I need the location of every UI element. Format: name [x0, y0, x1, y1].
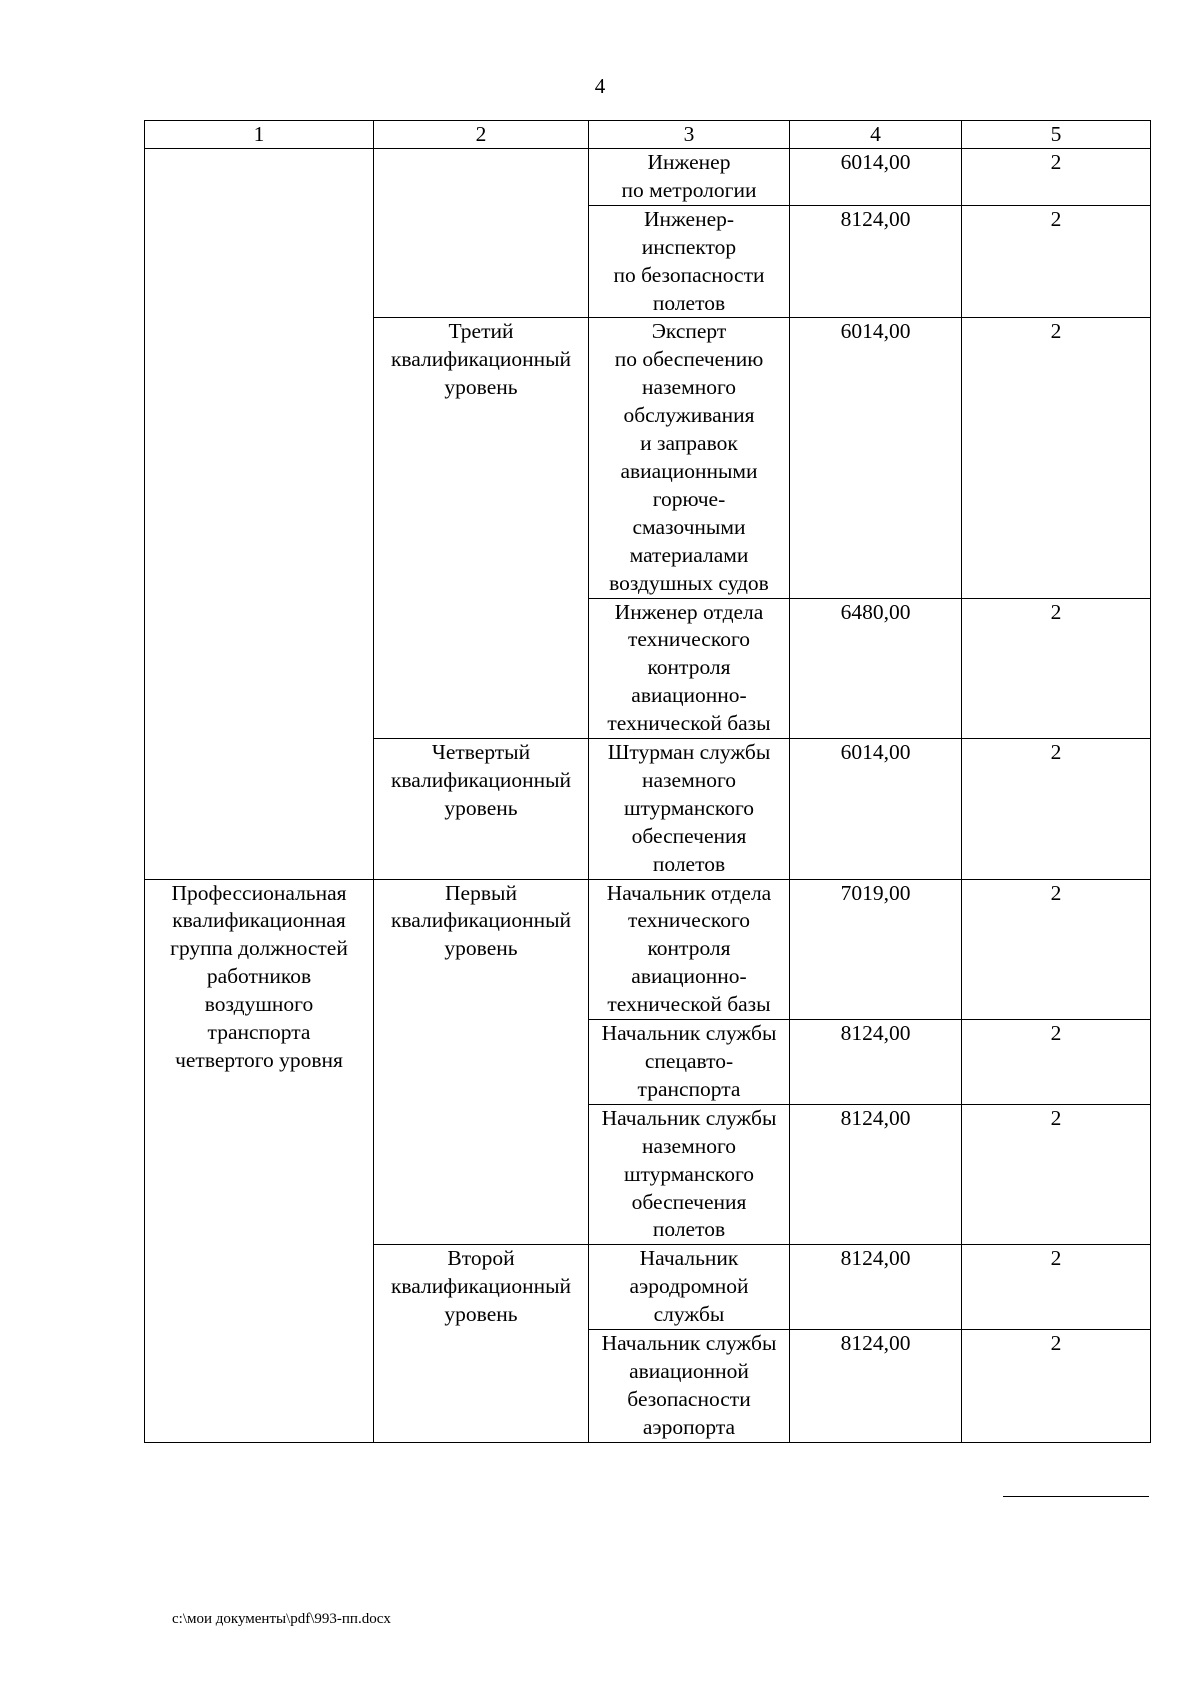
position-cell: Начальник службы авиационной безопасности аэропорта — [601, 1331, 777, 1439]
file-path-footer: c:\мои документы\pdf\993-пп.docx — [172, 1611, 391, 1627]
position-cell: Инженер отдела технического контроля авиационно- технической базы — [607, 599, 771, 736]
header-col-3: 3 — [589, 121, 790, 149]
coef-cell: 2 — [962, 739, 1151, 880]
level-cell-second: Второй квалификационный уровень — [390, 1246, 572, 1327]
header-col-1: 1 — [145, 121, 374, 149]
table-row — [145, 149, 1151, 206]
position-cell: Инженер по метрологии — [621, 150, 757, 202]
salary-cell: 6480,00 — [790, 598, 962, 739]
group-cell-fourth-level: Профессиональная квалификационная группа должностей работников воздушного транспорта четвертого уровня — [170, 880, 348, 1072]
level-cell-third: Третий квалификационный уровень — [390, 319, 572, 400]
position-cell: Начальник отдела технического контроля авиационно- технической базы — [606, 880, 772, 1017]
position-cell: Начальник службы наземного штурманского обеспечения полетов — [601, 1105, 777, 1242]
table-row — [145, 879, 1151, 1020]
group-cell-empty — [145, 149, 374, 880]
header-col-4: 4 — [790, 121, 962, 149]
coef-cell: 2 — [962, 318, 1151, 598]
salary-cell: 8124,00 — [790, 1330, 962, 1443]
position-cell: Инженер- инспектор по безопасности полетов — [613, 206, 765, 315]
salary-cell: 7019,00 — [790, 879, 962, 1020]
coef-cell: 2 — [962, 205, 1151, 318]
level-cell-first: Первый квалификационный уровень — [390, 880, 572, 961]
header-row — [145, 121, 1151, 149]
salary-cell: 6014,00 — [790, 318, 962, 598]
coef-cell: 2 — [962, 1020, 1151, 1105]
level-cell-fourth: Четвертый квалификационный уровень — [390, 740, 572, 820]
coef-cell: 2 — [962, 879, 1151, 1020]
coef-cell: 2 — [962, 1104, 1151, 1245]
position-cell: Эксперт по обеспечению наземного обслуживания и заправок авиационными горюче- смазочными материалами воздушных судов — [609, 319, 769, 595]
salary-cell: 6014,00 — [790, 149, 962, 206]
level-cell-empty — [374, 149, 589, 318]
salary-cell: 8124,00 — [790, 1020, 962, 1105]
salary-table — [144, 120, 1151, 1443]
salary-cell: 6014,00 — [790, 739, 962, 880]
position-cell: Начальник аэродромной службы — [629, 1246, 749, 1327]
position-cell: Штурман службы наземного штурманского обеспечения полетов — [607, 740, 771, 876]
coef-cell: 2 — [962, 1245, 1151, 1330]
coef-cell: 2 — [962, 598, 1151, 739]
coef-cell: 2 — [962, 149, 1151, 206]
coef-cell: 2 — [962, 1330, 1151, 1443]
end-divider-line — [1003, 1496, 1149, 1497]
salary-cell: 8124,00 — [790, 1245, 962, 1330]
page-number: 4 — [594, 74, 606, 98]
salary-cell: 8124,00 — [790, 205, 962, 318]
header-col-2: 2 — [374, 121, 589, 149]
header-col-5: 5 — [962, 121, 1151, 149]
salary-cell: 8124,00 — [790, 1104, 962, 1245]
position-cell: Начальник службы спецавто- транспорта — [601, 1021, 777, 1101]
